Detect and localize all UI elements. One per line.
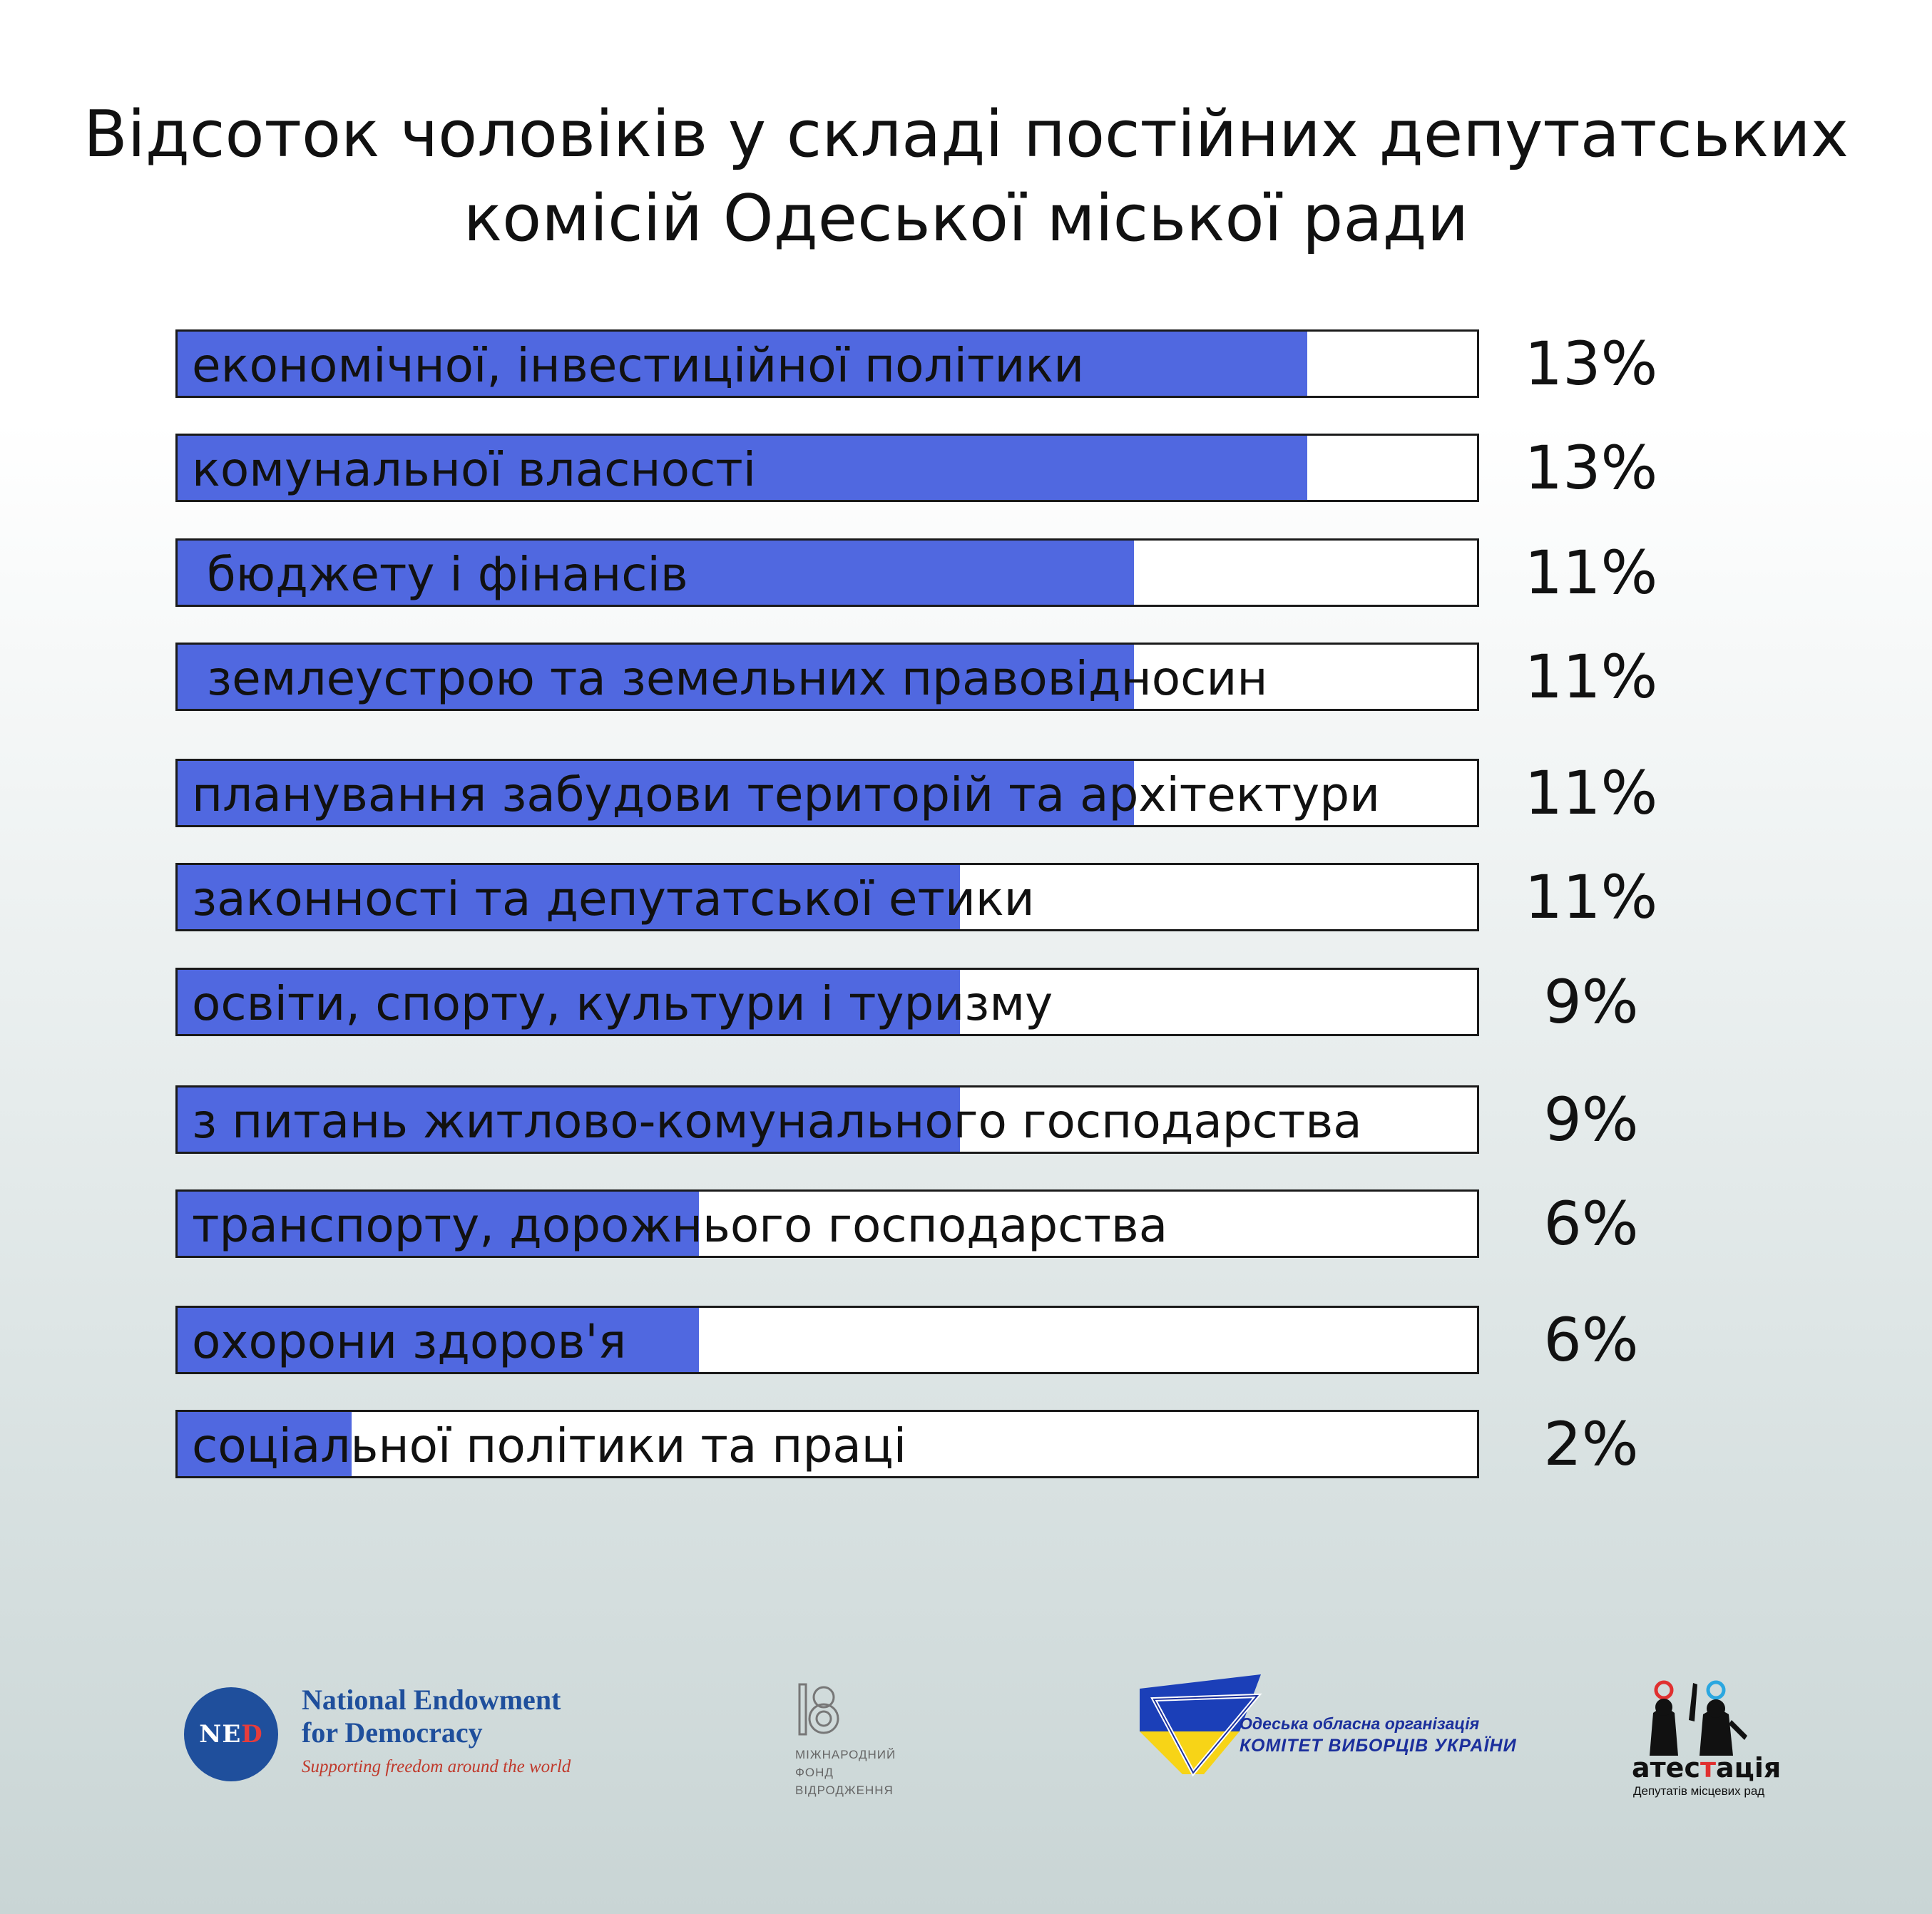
- chart-title-line-2: комісій Одеської міської ради: [463, 181, 1469, 257]
- bar-track: [175, 329, 1479, 398]
- bar-track: [175, 1306, 1479, 1374]
- value-label: 6%: [1543, 1305, 1639, 1375]
- category-label: комунальної власності: [192, 442, 757, 497]
- irf-line-1: МІЖНАРОДНИЙ: [795, 1748, 896, 1761]
- attestation-word-a: а: [1632, 1752, 1650, 1784]
- bar-track: [175, 1410, 1479, 1478]
- bar-row: [175, 329, 1658, 399]
- cvu-line-2: КОМІТЕТ ВИБОРЦІВ УКРАЇНИ: [1240, 1736, 1517, 1756]
- bar-row: [175, 433, 1658, 503]
- bar-track: [175, 1189, 1479, 1258]
- value-label: 11%: [1524, 642, 1658, 712]
- bar-track: [175, 538, 1479, 607]
- category-label: з питань житлово-комунального господарства: [192, 1094, 1362, 1149]
- bar-row: [175, 1305, 1639, 1375]
- bar-track: [175, 968, 1479, 1036]
- attestation-word: [1632, 1752, 1781, 1784]
- ned-circle-icon: NED: [184, 1687, 278, 1781]
- bar-track: [175, 759, 1479, 827]
- attestation-subtitle: Депутатів місцевих рад: [1633, 1784, 1765, 1798]
- bar-row: [175, 642, 1658, 712]
- value-label: 13%: [1524, 329, 1658, 399]
- ned-logo: [184, 1683, 598, 1790]
- bar-track: [175, 434, 1479, 502]
- irf-logo: [795, 1683, 916, 1797]
- attestation-word-d: ація: [1716, 1752, 1782, 1784]
- value-label: 2%: [1543, 1409, 1639, 1479]
- value-label: 9%: [1543, 1085, 1639, 1155]
- value-label: 11%: [1524, 538, 1658, 608]
- attestation-logo: [1625, 1677, 1782, 1798]
- category-label: охорони здоров'я: [192, 1314, 627, 1369]
- ned-name-line-1: National Endowment: [302, 1684, 561, 1716]
- attestation-word-c: т: [1700, 1752, 1717, 1784]
- cvu-logo: [1133, 1667, 1517, 1781]
- bar-row: [175, 758, 1658, 828]
- bar-track: [175, 1085, 1479, 1154]
- value-label: 13%: [1524, 433, 1658, 503]
- bar-row: [175, 862, 1658, 932]
- value-label: 11%: [1524, 862, 1658, 932]
- value-label: 11%: [1524, 758, 1658, 828]
- irf-mark-icon: [798, 1683, 841, 1736]
- bar-row: [175, 538, 1658, 608]
- attestation-word-b: тес: [1650, 1752, 1700, 1784]
- ned-name-line-2: for Democracy: [302, 1716, 483, 1749]
- category-label: планування забудови територій та архітектури: [192, 767, 1380, 822]
- ned-tagline: Supporting freedom around the world: [302, 1757, 571, 1776]
- chart-title-line-1: Відсоток чоловіків у складі постійних депутатських: [83, 97, 1849, 173]
- category-label: законності та депутатської етики: [192, 871, 1035, 926]
- cvu-line-1: Одеська обласна організація: [1240, 1714, 1480, 1733]
- category-label: економічної, інвестиційної політики: [192, 338, 1085, 393]
- irf-line-3: ВІДРОДЖЕННЯ: [795, 1784, 894, 1797]
- bar-row: [175, 1085, 1639, 1155]
- category-label: землеустрою та земельних правовідносин: [192, 651, 1268, 706]
- bar-row: [175, 967, 1639, 1037]
- category-label: соціальної політики та праці: [192, 1418, 907, 1473]
- category-label: освіти, спорту, культури і туризму: [192, 976, 1053, 1031]
- irf-line-2: ФОНД: [795, 1766, 834, 1779]
- bar-track: [175, 863, 1479, 931]
- bar-row: [175, 1189, 1639, 1259]
- bar-track: [175, 643, 1479, 711]
- attestation-figures-icon: [1625, 1677, 1767, 1756]
- category-label: бюджету і фінансів: [192, 547, 688, 602]
- bar-row: [175, 1409, 1639, 1479]
- value-label: 6%: [1543, 1189, 1639, 1259]
- value-label: 9%: [1543, 967, 1639, 1037]
- category-label: транспорту, дорожнього господарства: [192, 1198, 1168, 1253]
